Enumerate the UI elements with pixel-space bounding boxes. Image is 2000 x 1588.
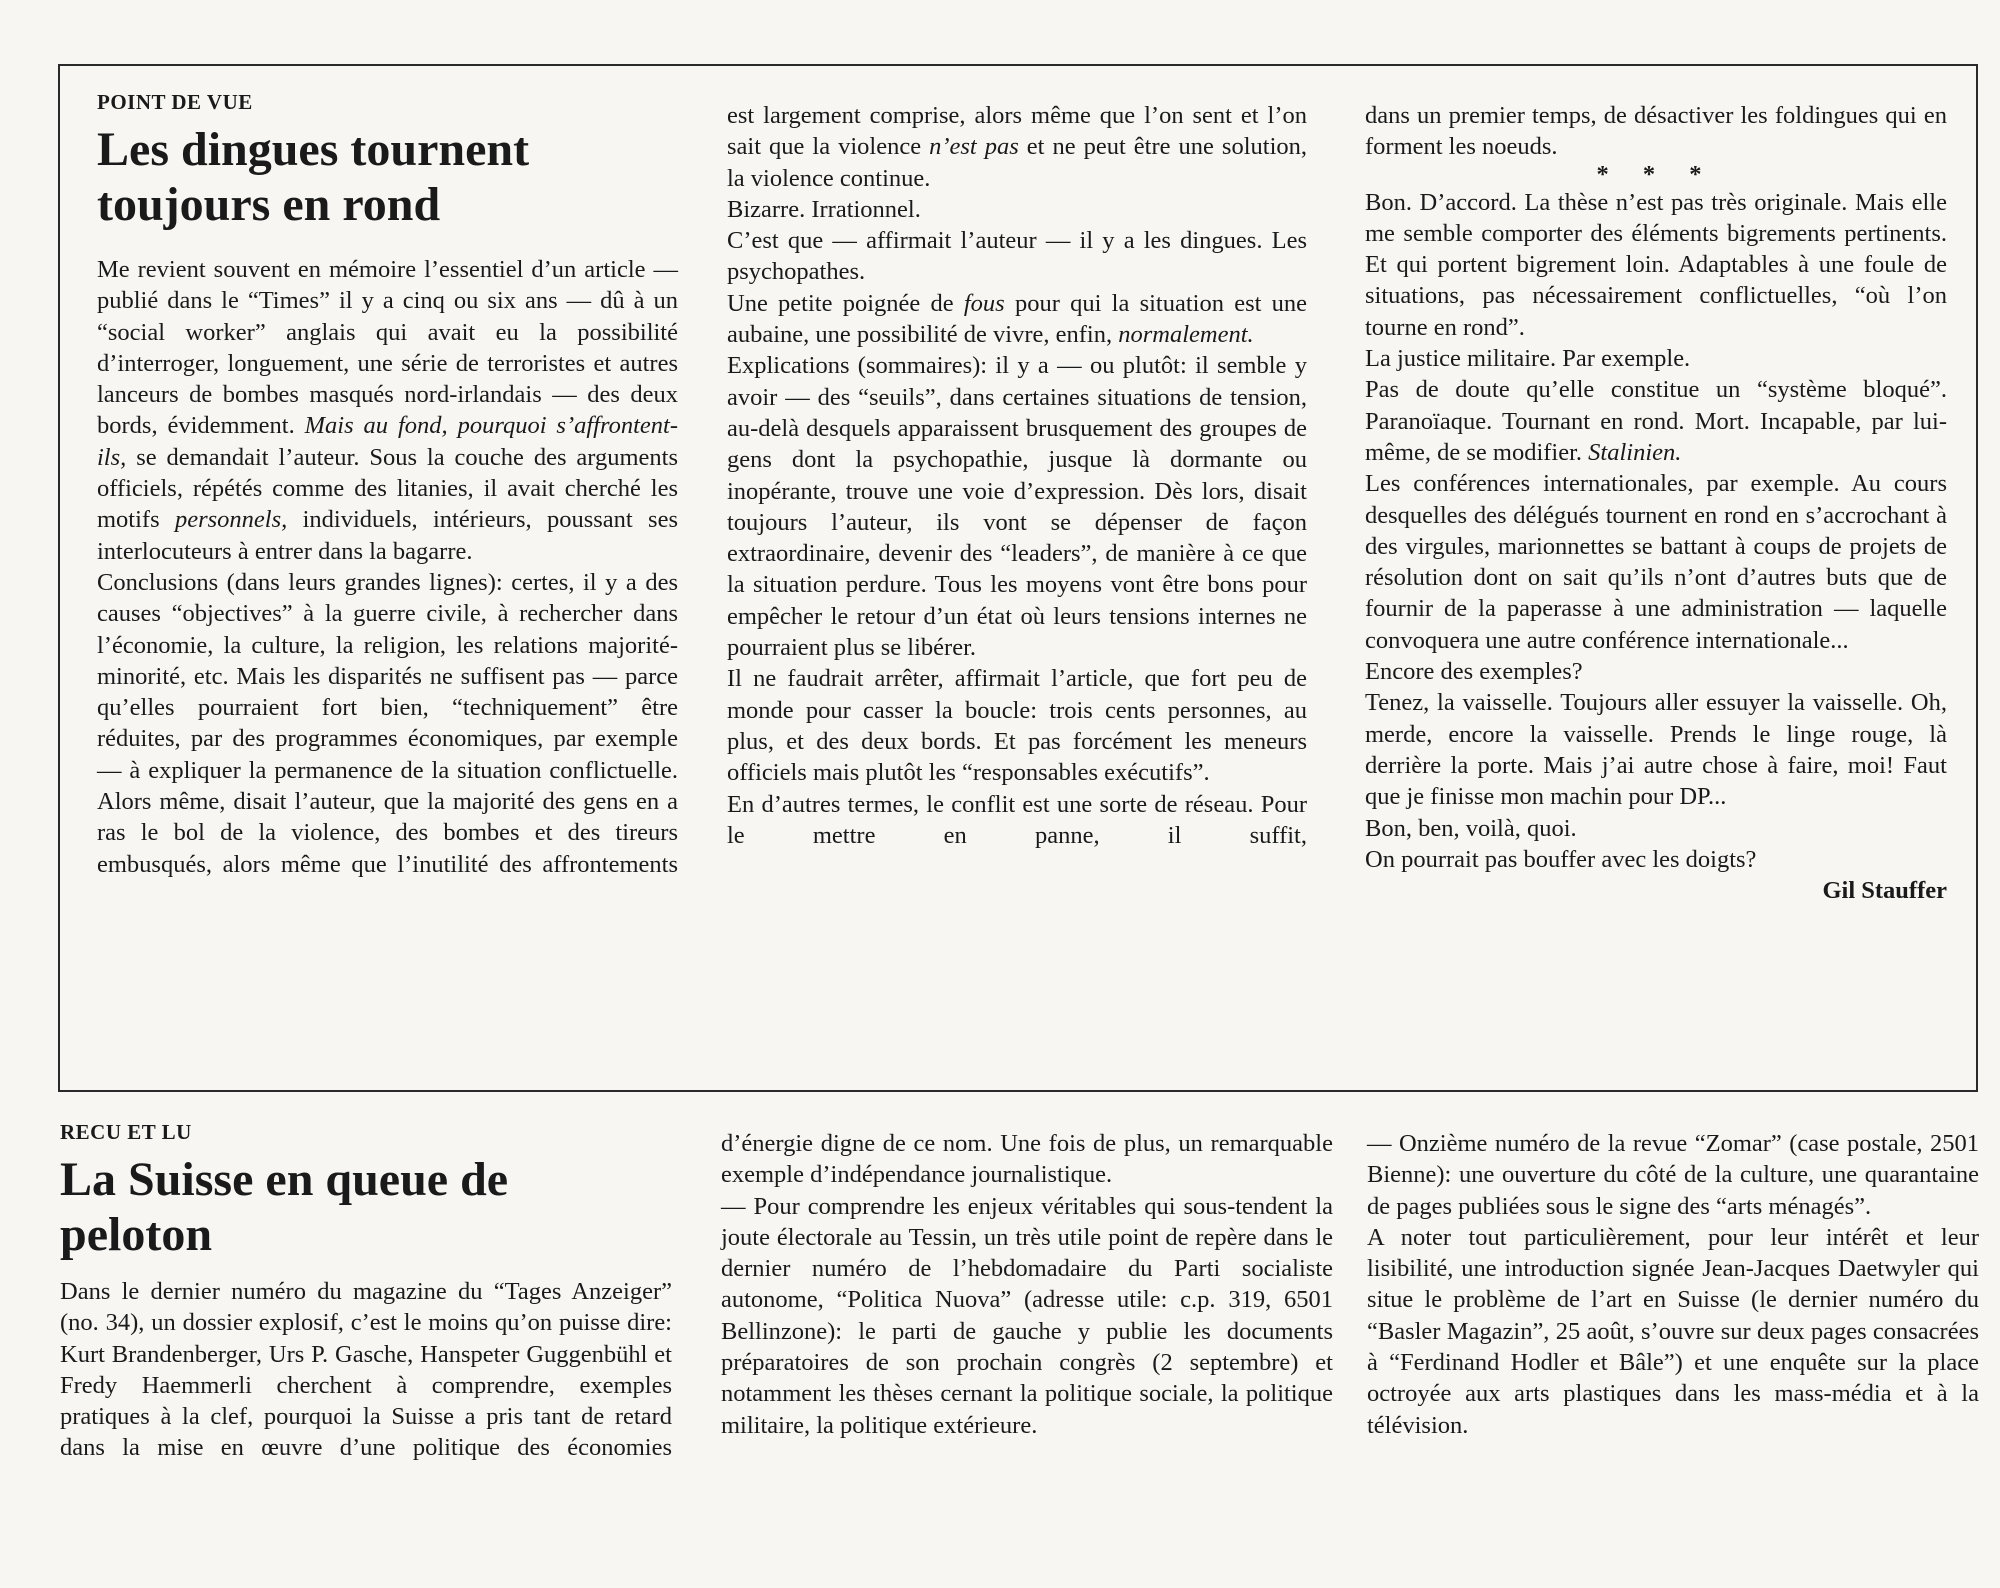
paragraph: Les conférences internationales, par exemple. Au cours desquelles des délégués tournent en rond en s’accrochant à des virgules, marionnettes se battant à coups de projets de résolution dont on sait qu’ils n’ont d’autres buts que de fournir de la paperasse à une administration — laquelle convoquera une autre conférence internationale... — [1365, 470, 1947, 654]
article2-kicker: RECU ET LU — [60, 1120, 192, 1144]
article1-column-3 — [1365, 100, 1947, 906]
article1-column-2 — [727, 100, 1307, 851]
paragraph: Explications (sommaires): il y a — ou plutôt: il semble y avoir — des “seuils”, dans certaines situations de tension, au-delà desquels apparaissent brusquement des groupes de gens dont la psychopathie, jusque là dormante ou inopérante, trouve une voie d’expression. Dès lors, disait toujours l’auteur, ils vont se dépenser de façon extraordinaire, devenir des “leaders”, de manière à ce que la situation perdure. Tous les moyens vont être bons pour empêcher le retour d’un état où leurs tensions internes ne pourraient plus se libérer. — [727, 352, 1307, 662]
paragraph: Encore des exemples? — [1365, 658, 1583, 686]
article2-column-1 — [60, 1118, 672, 1464]
article2-headline: La Suisse en queue de peloton — [60, 1153, 509, 1261]
article2-column-3 — [1367, 1128, 1979, 1441]
article1-headline: Les dingues tournent toujours en rond — [97, 123, 530, 231]
article1-column-1 — [97, 88, 678, 880]
paragraph: Il ne faudrait arrêter, affirmait l’article, que fort peu de monde pour casser la boucle: trois cents personnes, au plus, et des deux bords. Et pas forcément les meneurs officiels mais plutôt les “responsables exécutifs”. — [727, 665, 1307, 787]
paragraph: En d’autres termes, le conflit est une sorte de réseau. Pour le mettre en panne, il suffit, — [727, 790, 1307, 849]
paragraph: C’est que — affirmait l’auteur — il y a les dingues. Les psychopathes. — [727, 227, 1307, 286]
paragraph: On pourrait pas bouffer avec les doigts? — [1365, 845, 1757, 873]
paragraph: dans un premier temps, de désactiver les foldingues qui en forment les noeuds. — [1365, 102, 1947, 161]
paragraph: — Onzième numéro de la revue “Zomar” (case postale, 2501 Bienne): une ouverture du côté de la culture, une quarantaine de pages publiées sous le signe des “arts ménagés”. — [1367, 1130, 1979, 1220]
paragraph: Dans le dernier numéro du magazine du “Tages Anzeiger” (no. 34), un dossier explosif, c’est le moins qu’on puisse dire: Kurt Brandenberger, Urs P. Gasche, Hanspeter Guggenbühl et Fredy Haemmerli cherchent à comprendre, exemples pratiques à la clef, pourquoi la Suisse a pris tant de retard dans la mise en œuvre d’une politique des économies — [60, 1278, 672, 1462]
paragraph: A noter tout particulièrement, pour leur intérêt et leur lisibilité, une introduction signée Jean-Jacques Daetwyler qui situe le problème de l’art en Suisse (le dernier numéro du “Basler Magazin”, 25 août, s’ouvre sur deux pages consacrées à “Ferdinand Hodler et Bâle”) et une enquête sur la place octroyée aux arts plastiques dans les mass-média et à la télévision. — [1367, 1223, 1979, 1439]
paragraph: est largement comprise, alors même que l’on sent et l’on sait que la violence n’est pas et ne peut être une solution, la violence continue. — [727, 102, 1307, 192]
article1-kicker: POINT DE VUE — [97, 90, 253, 114]
paragraph: Conclusions (dans leurs grandes lignes): certes, il y a des causes “objectives” à la guerre civile, à rechercher dans l’économie, la culture, la religion, les relations majorité-minorité, etc. Mais les disparités ne suffisent pas — parce qu’elles pourraient fort bien, “techniquement” être réduites, par des programmes économiques, par exemple — à expliquer la permanence de la situation conflictuelle. Alors même, disait l’auteur, que la majorité des gens en a ras le bol de la violence, des bombes et des tireurs embusqués, alors même que l’inutilité des affrontements — [97, 568, 678, 878]
paragraph: Me revient souvent en mémoire l’essentiel d’un article — publié dans le “Times” il y a cinq ou six ans — dû à un “social worker” anglais qui avait eu la possibilité d’interroger, longuement, une série de terroristes et autres lanceurs de bombes masqués nord-irlandais — des deux bords, évidemment. Mais au fond, pourquoi s’affrontent-ils, se demandait l’auteur. Sous la couche des arguments officiels, répétés comme des litanies, il avait cherché les motifs personnels, individuels, intérieurs, poussant ses interlocuteurs à entrer dans la bagarre. — [97, 256, 679, 565]
section-separator: * * * — [1596, 160, 1716, 188]
paragraph: — Pour comprendre les enjeux véritables qui sous-tendent la joute électorale au Tessin, un très utile point de repère dans le dernier numéro de l’hebdomadaire du Parti socialiste autonome, “Politica Nuova” (adresse utile: c.p. 319, 6501 Bellinzone): le parti de gauche y publie les documents préparatoires de son prochain congrès (2 septembre) et notamment les thèses cernant la politique sociale, la politique militaire, la politique extérieure. — [721, 1192, 1333, 1439]
paragraph: Pas de doute qu’elle constitue un “système bloqué”. Paranoïaque. Tournant en rond. Mort. Incapable, par lui-même, de se modifier. Stalinien. — [1365, 376, 1947, 466]
paragraph: La justice militaire. Par exemple. — [1365, 345, 1691, 373]
paragraph: Une petite poignée de fous pour qui la situation est une aubaine, une possibilité de vivre, enfin, normalement. — [727, 289, 1308, 349]
author-signature: Gil Stauffer — [1822, 877, 1947, 905]
paragraph: Tenez, la vaisselle. Toujours aller essuyer la vaisselle. Oh, merde, encore la vaisselle. Prends le linge rouge, là derrière la porte. Mais j’ai autre chose à faire, moi! Faut que je finisse mon machin pour DP... — [1365, 689, 1947, 811]
paragraph: Bon. D’accord. La thèse n’est pas très originale. Mais elle me semble comporter des éléments bigrements pertinents. Et qui portent bigrement loin. Adaptables à une foule de situations, pas nécessairement conflictuelles, “où l’on tourne en rond”. — [1365, 188, 1947, 341]
paragraph: Bizarre. Irrationnel. — [727, 195, 921, 223]
paragraph: d’énergie digne de ce nom. Une fois de plus, un remarquable exemple d’indépendance journalistique. — [721, 1130, 1333, 1189]
paragraph: Bon, ben, voilà, quoi. — [1365, 814, 1577, 842]
article2-column-2 — [721, 1128, 1333, 1441]
